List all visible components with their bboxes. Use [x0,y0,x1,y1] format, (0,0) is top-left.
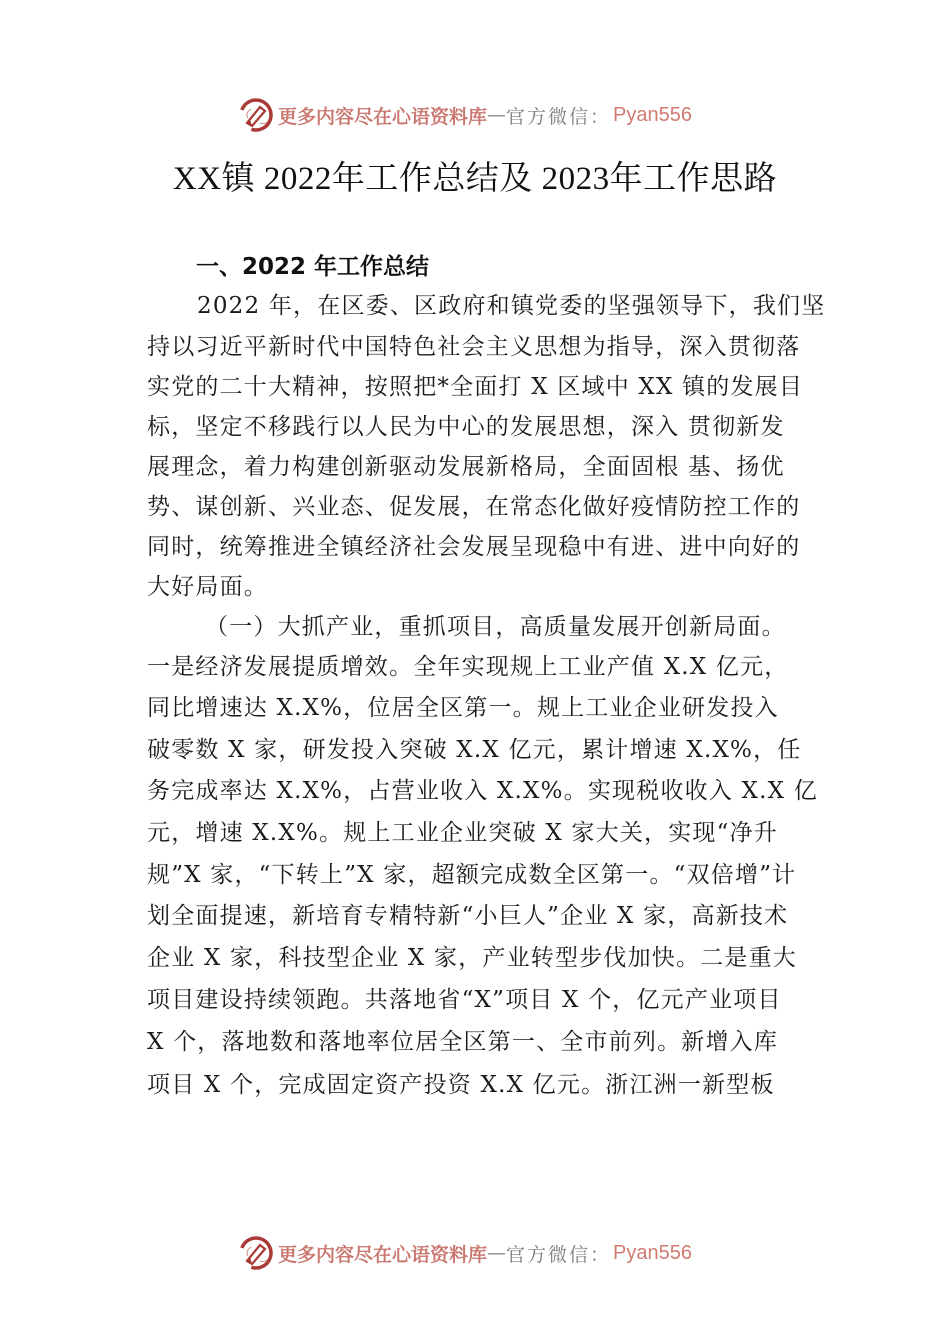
watermark-official-label: 官方微信： [506,1243,612,1266]
body-line-16: 划全面提速，新培育专精特新“小巨人”企业 X 家，高新技术 [147,903,789,929]
quill-pen-logo-icon [238,97,274,133]
body-line-19: X 个，落地数和落地率位居全区第一、全市前列。新增入库 [147,1029,779,1055]
body-line-7: 同时，统筹推进全镇经济社会发展呈现稳中有进、进中向好的 [147,534,801,560]
body-line-18: 项目建设持续领跑。共落地省“X”项目 X 个，亿元产业项目 [147,987,782,1013]
body-line-3: 实党的二十大精神，按照把*全面打 X 区域中 XX 镇的发展目 [147,374,804,400]
body-line-1: 2022 年，在区委、区政府和镇党委的坚强领导下，我们坚 [197,293,826,319]
quill-pen-logo-icon [238,1235,274,1271]
watermark-brand-text: 更多内容尽在心语资料库 [278,1243,488,1266]
watermark-official-label: 官方微信： [506,105,612,128]
subsection-heading-1: （一）大抓产业，重抓项目，高质量发展开创新局面。 [205,614,786,640]
body-line-2: 持以习近平新时代中国特色社会主义思想为指导，深入贯彻落 [147,334,801,360]
document-title: XX镇 2022年工作总结及 2023年工作思路 [172,161,778,197]
body-line-5: 展理念，着力构建创新驱动发展新格局，全面固根 基、扬优 [147,454,785,480]
watermark-brand-text: 更多内容尽在心语资料库 [278,105,488,128]
body-line-13: 务完成率达 X.X%，占营业收入 X.X%。实现税收收入 X.X 亿 [147,778,818,804]
body-line-14: 元，增速 X.X%。规上工业企业突破 X 家大关，实现“净升 [147,820,778,846]
watermark-banner-bottom [238,1233,692,1273]
body-line-17: 企业 X 家，科技型企业 X 家，产业转型步伐加快。二是重大 [147,945,797,971]
body-line-12: 破零数 X 家，研发投入突破 X.X 亿元，累计增速 X.X%，任 [147,737,802,763]
body-line-4: 标，坚定不移践行以人民为中心的发展思想，深入 贯彻新发 [147,414,785,440]
section-heading-1: 一、2022 年工作总结 [196,254,430,280]
watermark-dash: — [487,104,507,126]
body-line-6: 势、谋创新、兴业态、促发展，在常态化做好疫情防控工作的 [147,494,801,520]
body-line-20: 项目 X 个，完成固定资产投资 X.X 亿元。浙江洲一新型板 [147,1072,775,1098]
watermark-wechat-id: Pyan556 [613,1241,692,1264]
watermark-banner-top [238,95,692,135]
watermark-wechat-id: Pyan556 [613,103,692,126]
body-line-8: 大好局面。 [147,574,268,600]
body-line-15: 规”X 家，“下转上”X 家，超额完成数全区第一。“双倍增”计 [147,862,797,888]
body-line-11: 同比增速达 X.X%，位居全区第一。规上工业企业研发投入 [147,695,779,721]
watermark-dash: — [487,1242,507,1264]
body-line-10: 一是经济发展提质增效。全年实现规上工业产值 X.X 亿元， [147,654,789,680]
